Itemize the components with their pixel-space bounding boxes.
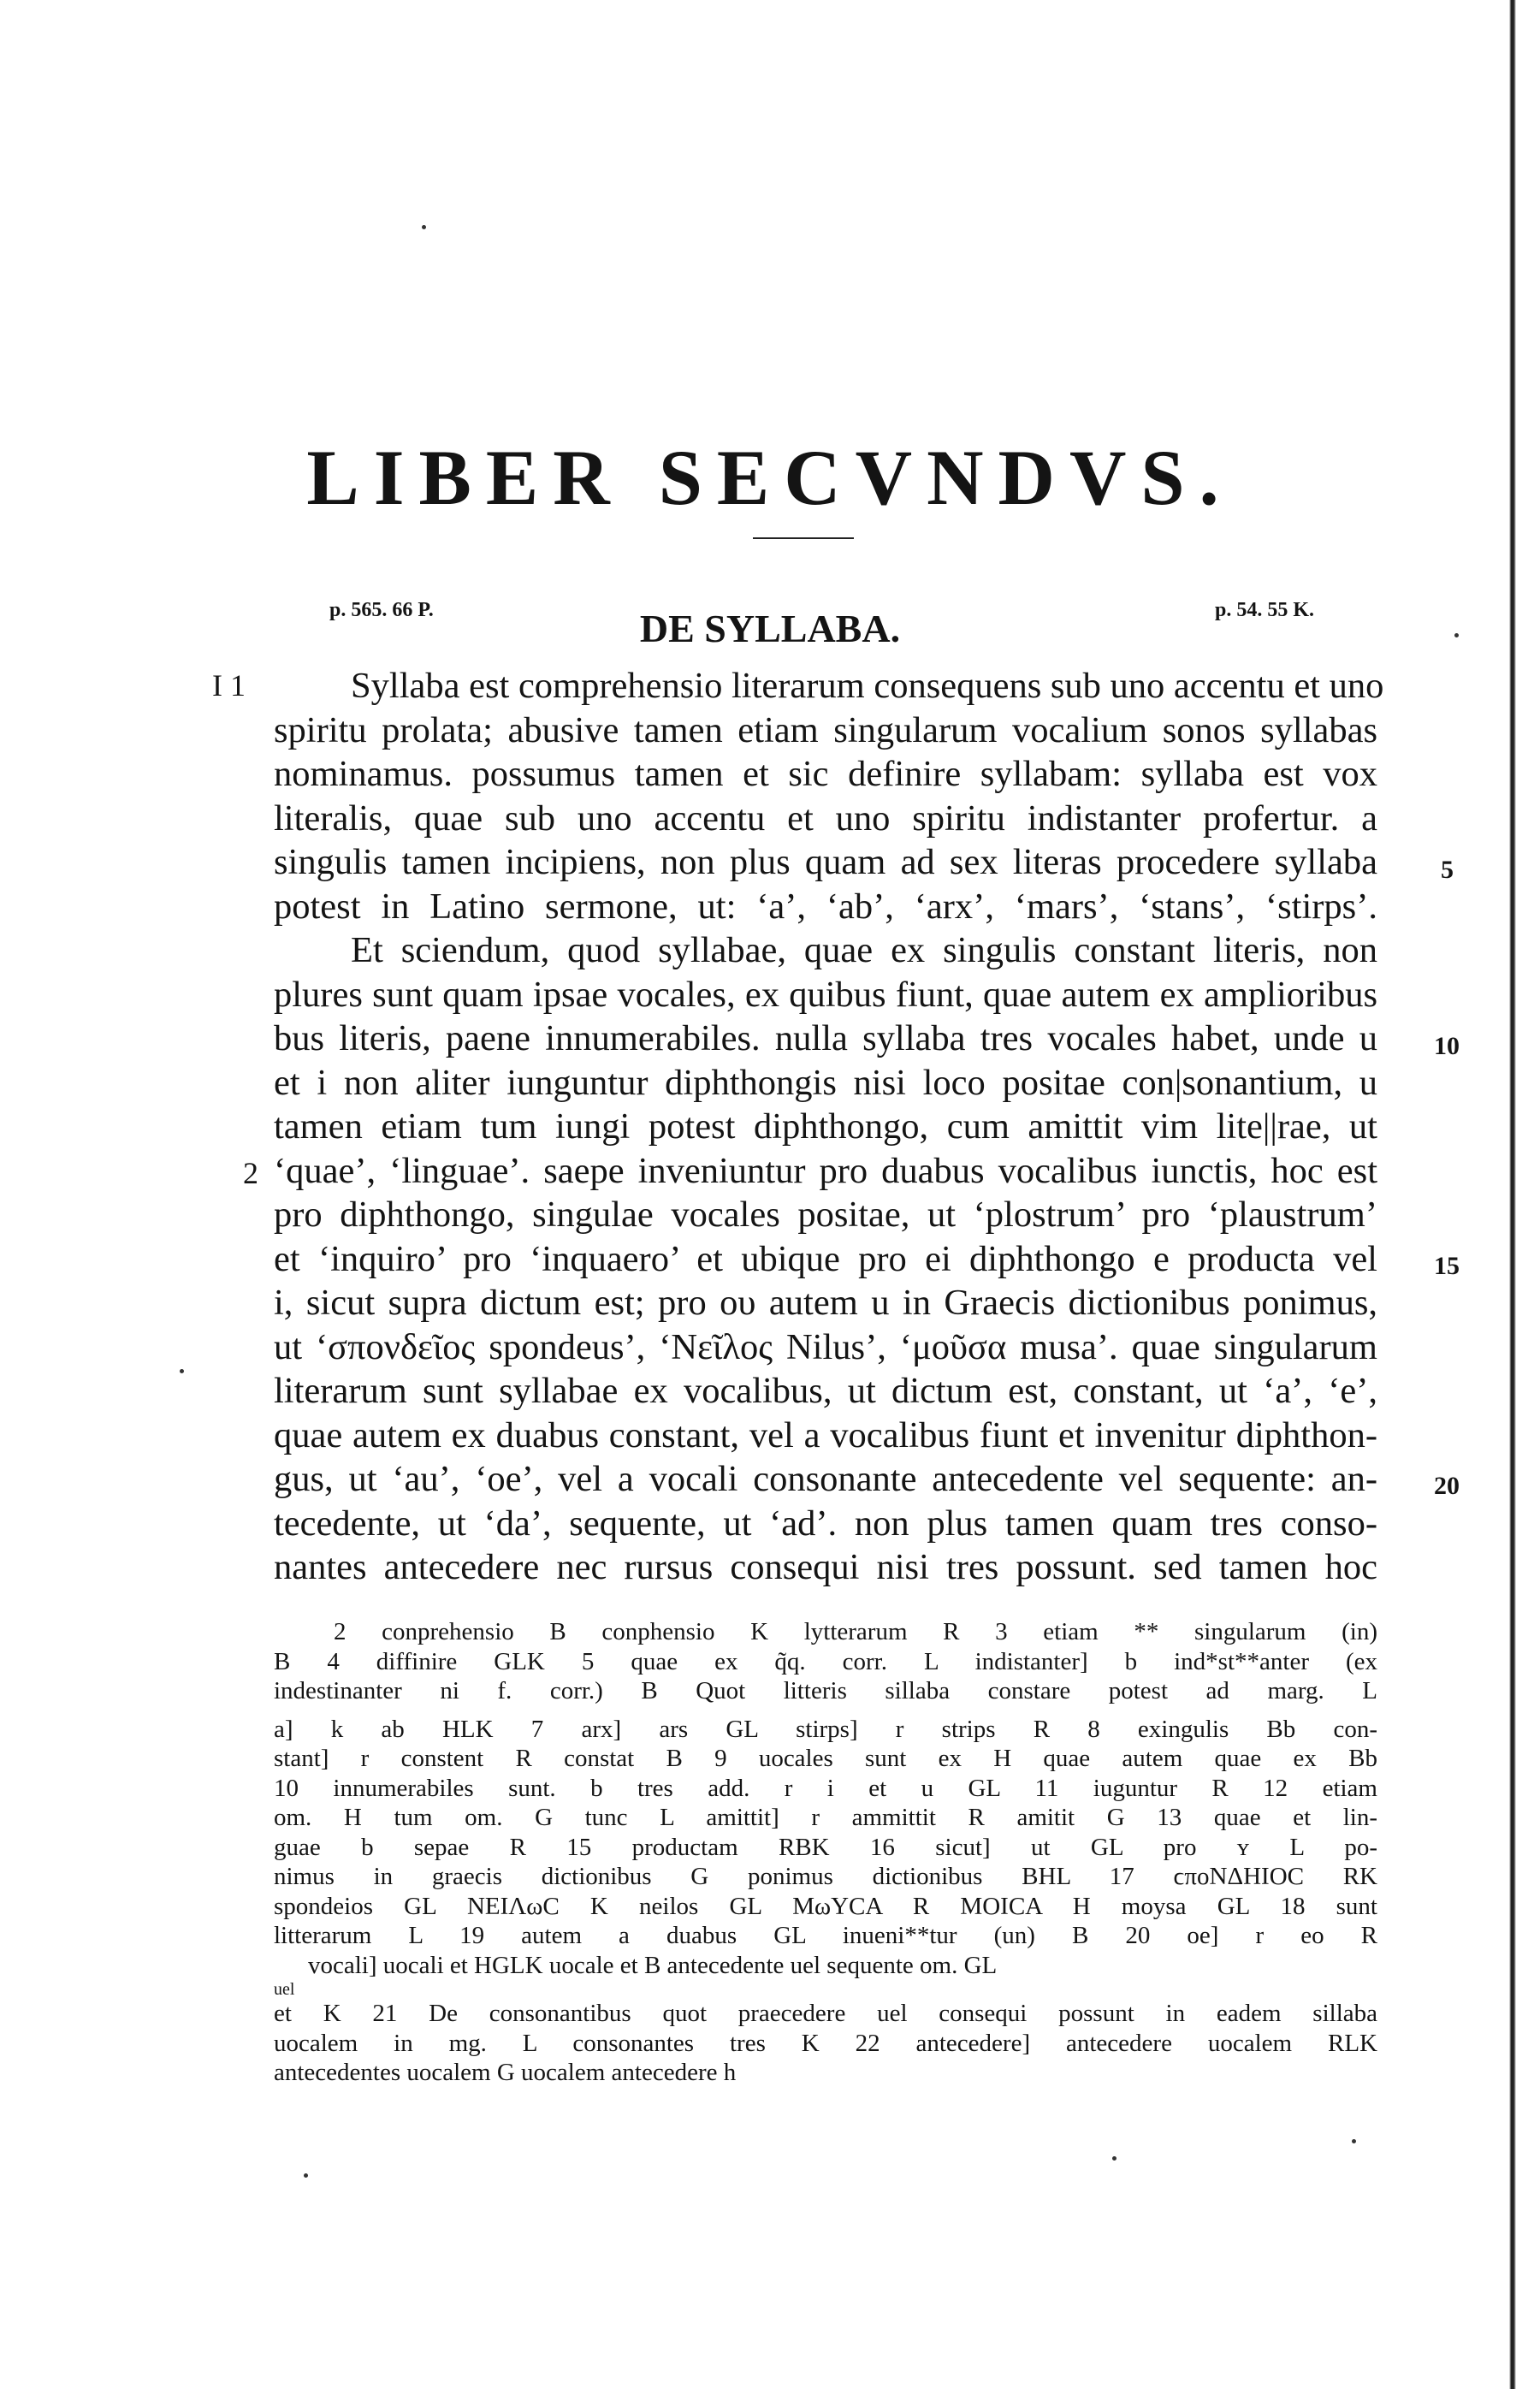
- section-marker: I 1: [212, 668, 246, 702]
- note-line: guae b sepae R 15 productam RBK 16 sicut] ut GL pro ʏ L po-: [274, 1833, 1377, 1861]
- text-line: ut ‘σπονδεῖος spondeus’, ‘Νεῖλος Nilus’, ‘μοῦσα musa’. quae singularum: [274, 1326, 1377, 1367]
- note-line: om. H tum om. G tunc L amittit] r ammittit R amitit G 13 quae et lin-: [274, 1804, 1377, 1831]
- text-line: bus literis, paene innumerabiles. nulla syllaba tres vocales habet, unde u: [274, 1018, 1377, 1058]
- scan-speck: [422, 225, 426, 229]
- note-line: 10 innumerabiles sunt. b tres add. r i et u GL 11 iuguntur R 12 etiam: [274, 1774, 1377, 1802]
- scan-speck: [1454, 633, 1459, 637]
- text-line: et i non aliter iunguntur diphthongis nisi loco positae con|sonantium, u: [274, 1062, 1377, 1103]
- text-line: tamen etiam tum iungi potest diphthongo, cum amittit vim lite||rae, ut: [274, 1106, 1377, 1147]
- note-line: et K 21 De consonantibus quot praecedere uel consequi possunt in eadem sillaba: [274, 2000, 1377, 2027]
- note-line: vocali] uocali et HGLK uocale et B antecedente uel sequente om. GL: [308, 1951, 998, 1979]
- line-number: 15: [1434, 1252, 1460, 1280]
- text-line: i, sicut supra dictum est; pro ου autem u in Graecis dictionibus ponimus,: [274, 1283, 1377, 1323]
- note-line: nimus in graecis dictionibus G ponimus dictionibus BHL 17 ϲποΝΔΗΙΟϹ RK: [274, 1863, 1377, 1890]
- line-number: 5: [1441, 856, 1454, 884]
- text-line: Syllaba est comprehensio literarum consequens sub uno accentu et uno: [351, 666, 1384, 706]
- book-title: LIBER SECVNDVS.: [306, 434, 1234, 521]
- chapter-heading: DE SYLLABA.: [639, 607, 901, 650]
- note-line: spondeios GL ΝΕΙΛωϹ K neilos GL ΜωΥϹΑ R ΜΟΙϹΑ H moysa GL 18 sunt: [274, 1892, 1377, 1920]
- scan-edge-rule: [1509, 0, 1516, 2389]
- line-number: 10: [1434, 1032, 1460, 1060]
- critical-apparatus: [274, 1617, 1377, 2088]
- text-line: singulis tamen incipiens, non plus quam ad sex literas procedere syllaba: [274, 842, 1377, 882]
- page-reference-left: p. 565. 66 P.: [329, 599, 434, 621]
- scan-speck: [1352, 2139, 1356, 2143]
- line-number: 20: [1434, 1472, 1460, 1500]
- text-line: nominamus. possumus tamen et sic definire syllabam: syllaba est vox: [274, 754, 1377, 794]
- text-line: literalis, quae sub uno accentu et uno spiritu indistanter profertur. a: [274, 797, 1377, 839]
- text-line: quae autem ex duabus constant, vel a vocalibus fiunt et invenitur diphthon-: [274, 1414, 1377, 1455]
- text-line: tecedente, ut ‘da’, sequente, ut ‘ad’. non plus tamen quam tres conso-: [274, 1503, 1377, 1544]
- main-text: [274, 664, 1384, 1590]
- text-line: potest in Latino sermone, ut: ‘a’, ‘ab’, ‘arx’, ‘mars’, ‘stans’, ‘stirps’.: [274, 886, 1377, 927]
- text-line: Et sciendum, quod syllabae, quae ex singulis constant literis, non: [351, 930, 1377, 970]
- text-line: nantes antecedere nec rursus consequi nisi tres possunt. sed tamen hoc: [274, 1547, 1377, 1587]
- text-line: plures sunt quam ipsae vocales, ex quibus fiunt, quae autem ex amplioribus: [274, 974, 1377, 1015]
- scan-speck: [304, 2173, 308, 2178]
- note-line: a] k ab HLK 7 arx] ars GL stirps] r strips R 8 exingulis Bb con-: [274, 1715, 1377, 1743]
- text-line: pro diphthongo, singulae vocales positae, ut ‘plostrum’ pro ‘plaustrum’: [274, 1194, 1377, 1235]
- text-line: et ‘inquiro’ pro ‘inquaero’ et ubique pro ei diphthongo e producta vel: [274, 1238, 1377, 1279]
- note-line: 2 conprehensio B conphensio K lytterarum R 3 etiam ** singularum (in): [334, 1618, 1377, 1645]
- page-reference-right: p. 54. 55 K.: [1215, 599, 1315, 621]
- title-divider: [753, 537, 854, 539]
- note-line: litterarum L 19 autem a duabus GL inueni**tur (un) B 20 oe] r eo R: [274, 1922, 1377, 1949]
- text-line: spiritu prolata; abusive tamen etiam singularum vocalium sonos syllabas: [274, 709, 1377, 750]
- note-line: antecedentes uocalem G uocalem antecedere h: [274, 2059, 737, 2086]
- scan-speck: [180, 1369, 184, 1373]
- text-line: gus, ut ‘au’, ‘oe’, vel a vocali consonante antecedente vel sequente: an-: [274, 1459, 1377, 1499]
- note-line: indestinanter ni f. corr.) B Quot litteris sillaba constare potest ad marg. L: [274, 1677, 1377, 1704]
- note-line: uocalem in mg. L consonantes tres K 22 antecedere] antecedere uocalem RLK: [274, 2029, 1377, 2057]
- note-superscript: uel: [274, 1980, 295, 1999]
- section-marker: 2: [243, 1156, 258, 1190]
- text-line: ‘quae’, ‘linguae’. saepe inveniuntur pro duabus vocalibus iunctis, hoc est: [274, 1150, 1377, 1191]
- text-line: literarum sunt syllabae ex vocalibus, ut dictum est, constant, ut ‘a’, ‘e’,: [274, 1371, 1377, 1411]
- note-line: stant] r constent R constat B 9 uocales sunt ex H quae autem quae ex Bb: [274, 1745, 1377, 1772]
- scan-speck: [1112, 2156, 1116, 2161]
- note-line: B 4 diffinire GLK 5 quae ex q̃q. corr. L indistanter] b ind*st**anter (ex: [274, 1647, 1377, 1675]
